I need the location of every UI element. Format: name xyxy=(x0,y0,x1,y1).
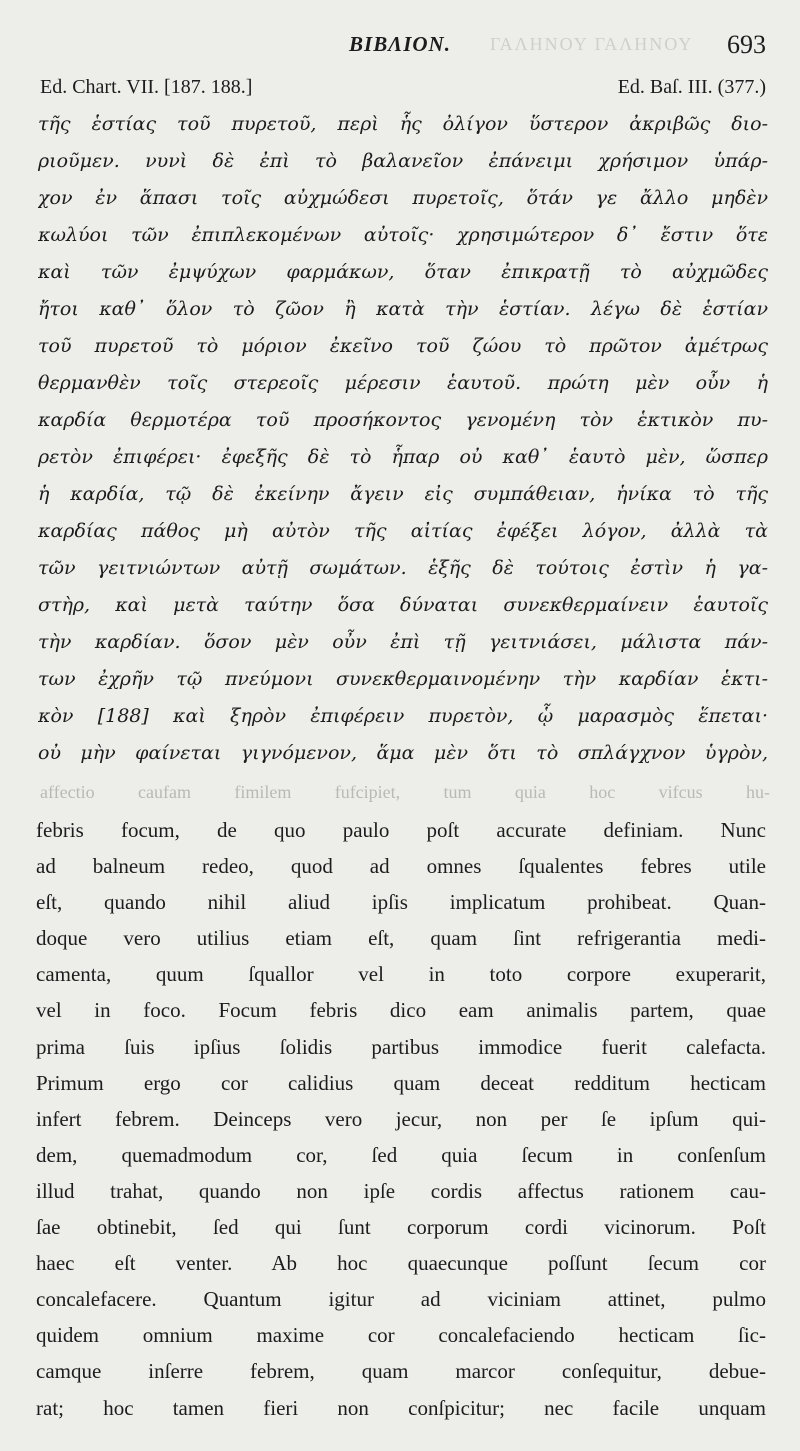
latin-text-line: infert febrem. Deinceps vero jecur, non per ſe ipſum qui- xyxy=(36,1106,766,1131)
greek-text-line: καὶ τῶν ἐμψύχων φαρμάκων, ὅταν ἐπικρατῇ τὸ αὐχμῶδες xyxy=(38,261,768,283)
page-number: 693 xyxy=(727,30,766,59)
running-title: BIBΛΙΟΝ. xyxy=(349,32,451,56)
greek-text-line: των ἐχρῆν τῷ πνεύμονι συνεκθερμαινομένην τὴν καρδίαν ἑκτι- xyxy=(38,668,768,690)
latin-text-line: concalefacere. Quantum igitur ad viciniam attinet, pulmo xyxy=(36,1287,766,1312)
greek-text-line: καρδίας πάθος μὴ αὐτὸν τῆς αἰτίας ἐφέξει λόγον, ἀλλὰ τὰ xyxy=(38,520,768,542)
greek-text-line: στὴρ, καὶ μετὰ ταύτην ὅσα δύναται συνεκθερμαίνειν ἑαυτοῖς xyxy=(38,594,768,616)
latin-text-line: quidem omnium maxime cor concalefaciendo hecticam ſic- xyxy=(36,1323,766,1348)
latin-text-line: camenta, quum ſquallor vel in toto corpore exuperarit, xyxy=(36,962,766,987)
greek-text-line: τὴν καρδίαν. ὅσον μὲν οὖν ἐπὶ τῇ γειτνιάσει, μάλιστα πάν- xyxy=(38,631,768,653)
latin-text-line: febris focum, de quo paulo poſt accurate definiam. Nunc xyxy=(36,818,766,842)
latin-text-line: vel in foco. Focum febris dico eam animalis partem, quae xyxy=(36,998,766,1023)
greek-text-line: κὸν [188] καὶ ξηρὸν ἐπιφέρειν πυρετὸν, ᾧ μαρασμὸς ἕπεται· xyxy=(38,705,768,727)
latin-text-line: dem, quemadmodum cor, ſed quia ſecum in conſenſum xyxy=(36,1142,766,1167)
greek-text-line: κωλύοι τῶν ἐπιπλεκομένων αὐτοῖς· χρησιμώτερον δ᾽ ἔστιν ὅτε xyxy=(38,224,768,246)
latin-text-line: haec eſt venter. Ab hoc quaecunque poſſunt ſecum cor xyxy=(36,1251,766,1276)
greek-text-line: θερμανθὲν τοῖς στερεοῖς μέρεσιν ἑαυτοῦ. πρώτη μὲν οὖν ἡ xyxy=(38,372,768,394)
latin-text-line: prima ſuis ipſius ſolidis partibus immodice fuerit calefacta. xyxy=(36,1034,766,1059)
greek-text-line: ρετὸν ἐπιφέρει· ἐφεξῆς δὲ τὸ ἧπαρ οὐ καθ᾽ ἑαυτὸ μὲν, ὥσπερ xyxy=(38,446,768,468)
greek-text-line: ἡ καρδία, τῷ δὲ ἐκείνην ἄγειν εἰς συμπάθειαν, ἡνίκα τὸ τῆς xyxy=(38,483,768,505)
latin-text-line: ſae obtinebit, ſed qui ſunt corporum cordi vicinorum. Poſt xyxy=(36,1215,766,1240)
show-through-line: affectio caufam fimilem fufcipiet, tum quia hoc vifcus hu- xyxy=(40,782,770,802)
greek-text-line: χον ἐν ἅπασι τοῖς αὐχμώδεσι πυρετοῖς, ὅτάν γε ἄλλο μηδὲν xyxy=(38,187,768,209)
latin-text-line: Primum ergo cor calidius quam deceat redditum hecticam xyxy=(36,1070,766,1095)
latin-text-line: eſt, quando nihil aliud ipſis implicatum prohibeat. Quan- xyxy=(36,890,766,915)
latin-text-block xyxy=(36,812,766,1426)
greek-text-line: ριοῦμεν. νυνὶ δὲ ἐπὶ τὸ βαλανεῖον ἐπάνειμι χρήσιμον ὑπάρ- xyxy=(38,150,768,172)
greek-text-line: τοῦ πυρετοῦ τὸ μόριον ἐκεῖνο τοῦ ζώου τὸ πρῶτον ἀμέτρως xyxy=(38,335,768,357)
latin-text-line: rat; hoc tamen fieri non conſpicitur; nec facile unquam xyxy=(36,1395,766,1420)
show-through-header: ΓΑΛΗΝΟΥ ΓΑΛΗΝΟΥ xyxy=(490,34,694,54)
greek-text-line: οὐ μὴν φαίνεται γιγνόμενον, ἅμα μὲν ὅτι τὸ σπλάγχνον ὑγρὸν, xyxy=(38,742,768,764)
greek-text-block xyxy=(38,106,768,772)
greek-text-line: ἤτοι καθ᾽ ὅλον τὸ ζῶον ἢ κατὰ τὴν ἑστίαν. λέγω δὲ ἑστίαν xyxy=(38,298,768,320)
running-head xyxy=(0,30,800,60)
latin-text-line: ad balneum redeo, quod ad omnes ſqualentes febres utile xyxy=(36,854,766,879)
edition-reference-line xyxy=(40,76,766,102)
edition-chartier-reference: Ed. Chart. VII. [187. 188.] xyxy=(40,76,253,98)
greek-text-line: τῶν γειτνιώντων αὐτῇ σωμάτων. ἑξῆς δὲ τούτοις ἐστὶν ἡ γα- xyxy=(38,557,768,579)
latin-text-line: camque inſerre febrem, quam marcor conſequitur, debue- xyxy=(36,1359,766,1384)
latin-text-line: illud trahat, quando non ipſe cordis affectus rationem cau- xyxy=(36,1178,766,1203)
greek-text-line: τῆς ἑστίας τοῦ πυρετοῦ, περὶ ἧς ὀλίγον ὕστερον ἀκριβῶς διο- xyxy=(38,113,768,135)
latin-text-line: doque vero utilius etiam eſt, quam ſint refrigerantia medi- xyxy=(36,926,766,951)
greek-text-line: καρδία θερμοτέρα τοῦ προσήκοντος γενομένη τὸν ἑκτικὸν πυ- xyxy=(38,409,768,431)
edition-basel-reference: Ed. Baſ. III. (377.) xyxy=(617,76,766,98)
